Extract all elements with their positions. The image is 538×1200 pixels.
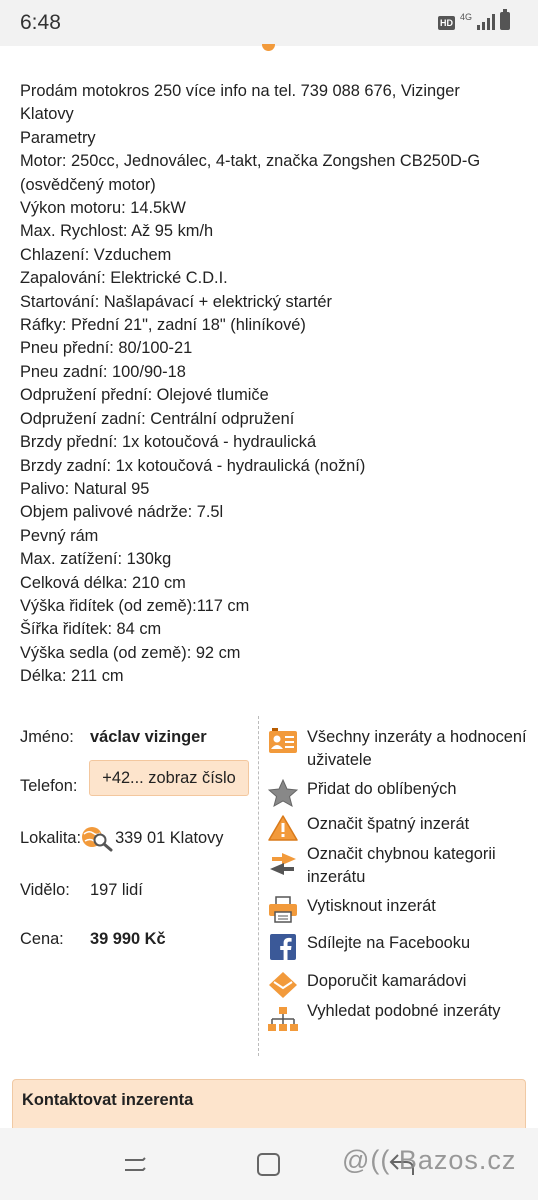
recommend-link[interactable]: [266, 970, 529, 1000]
description-line: Výška řidítek (od země):117 cm: [20, 596, 250, 615]
show-phone-button[interactable]: +42... zobraz číslo: [89, 760, 249, 796]
status-icons: [438, 12, 510, 30]
description-line: Palivo: Natural 95: [20, 479, 150, 498]
find-similar-label: Vyhledat podobné inzeráty: [307, 1002, 501, 1020]
seller-name: václav vizinger: [90, 728, 207, 746]
contact-seller-title: Kontaktovat inzerenta: [22, 1091, 194, 1109]
description-line: Zapalování: Elektrické C.D.I.: [20, 269, 228, 288]
bazos-watermark: @(( Bazos.cz: [342, 1145, 517, 1175]
share-facebook-label: Sdílejte na Facebooku: [307, 934, 471, 952]
report-bad-link[interactable]: [266, 813, 529, 843]
find-similar-link[interactable]: [266, 1000, 529, 1036]
description-line: Celková délka: 210 cm: [20, 573, 186, 592]
swap-arrows-icon: [266, 849, 300, 879]
recommend-envelope-icon: [266, 970, 300, 1000]
status-time: 6:48: [20, 11, 61, 34]
location-value: 339 01 Klatovy: [115, 828, 224, 847]
add-favorite-label: Přidat do oblíbených: [307, 780, 457, 798]
description-line: Max. Rychlost: Až 95 km/h: [20, 222, 214, 241]
report-category-link[interactable]: [266, 843, 529, 888]
description-line: Odpružení přední: Olejové tlumiče: [20, 386, 269, 405]
description-line: Výkon motoru: 14.5kW: [20, 199, 186, 218]
views-value: 197 lidí: [90, 881, 143, 899]
report-category-label: Označit chybnou kategorii inzerátu: [307, 845, 496, 886]
description-line: Max. zatížení: 130kg: [20, 550, 172, 569]
hd-badge: HD: [439, 18, 453, 28]
description-line: Startování: Našlapávací + elektrický startér: [20, 292, 333, 311]
location-label: Lokalita:: [20, 828, 82, 847]
add-favorite-link[interactable]: [266, 778, 529, 808]
description-line: Motor: 250cc, Jednoválec, 4-takt, značka Zongshen CB250D-G: [20, 152, 481, 171]
location-search-icon[interactable]: [81, 824, 113, 852]
signal-icon: [477, 14, 495, 30]
description-line: Objem palivové nádrže: 7.5l: [20, 503, 224, 522]
price-label: Cena:: [20, 930, 64, 948]
all-ads-label: Všechny inzeráty a hodnocení uživatele: [307, 728, 527, 769]
recommend-label: Doporučit kamarádovi: [307, 972, 467, 990]
ad-description: [20, 80, 525, 689]
home-icon[interactable]: [257, 1153, 280, 1176]
print-label: Vytisknout inzerát: [307, 897, 436, 915]
description-line: (osvědčený motor): [20, 175, 156, 194]
share-facebook-link[interactable]: [266, 932, 529, 962]
description-line: Brzdy přední: 1x kotoučová - hydraulická: [20, 433, 317, 452]
description-line: Pevný rám: [20, 526, 99, 545]
column-divider: [258, 716, 259, 1056]
description-line: Parametry: [20, 128, 96, 147]
star-icon: [266, 778, 300, 808]
phone-row: [20, 768, 236, 796]
name-label: Jméno:: [20, 728, 74, 746]
user-card-icon: [266, 726, 300, 756]
price-value: 39 990 Kč: [90, 930, 166, 948]
price-row: [20, 930, 166, 949]
warning-icon: [266, 813, 300, 843]
description-line: Šířka řidítek: 84 cm: [20, 620, 162, 639]
sitemap-icon: [266, 1006, 300, 1036]
description-line: Klatovy: [20, 105, 74, 124]
all-ads-link[interactable]: [266, 726, 529, 771]
description-line: Chlazení: Vzduchem: [20, 245, 172, 264]
description-line: Odpružení zadní: Centrální odpružení: [20, 409, 295, 428]
phone-label: Telefon:: [20, 776, 78, 795]
description-line: Pneu zadní: 100/90-18: [20, 362, 186, 381]
print-link[interactable]: [266, 895, 529, 925]
views-row: [20, 881, 143, 900]
location-row: [20, 824, 224, 852]
description-line: Délka: 211 cm: [20, 667, 124, 686]
status-bar: [0, 0, 538, 46]
system-nav-bar: [0, 1128, 538, 1200]
report-bad-label: Označit špatný inzerát: [307, 815, 470, 833]
description-line: Prodám motokros 250 více info na tel. 739 088 676, Vizinger: [20, 82, 460, 100]
views-label: Vidělo:: [20, 881, 70, 899]
printer-icon: [266, 895, 300, 925]
description-line: Ráfky: Přední 21", zadní 18" (hliníkové): [20, 316, 306, 335]
description-line: Brzdy zadní: 1x kotoučová - hydraulická (nožní): [20, 456, 366, 475]
facebook-icon: [266, 932, 300, 962]
battery-icon: [500, 12, 510, 30]
description-line: Výška sedla (od země): 92 cm: [20, 643, 241, 662]
recent-apps-icon[interactable]: [123, 1155, 147, 1173]
name-row: [20, 728, 207, 747]
contact-seller-panel[interactable]: [12, 1079, 526, 1131]
description-line: Pneu přední: 80/100-21: [20, 339, 193, 358]
network-label: 4G: [459, 12, 472, 22]
